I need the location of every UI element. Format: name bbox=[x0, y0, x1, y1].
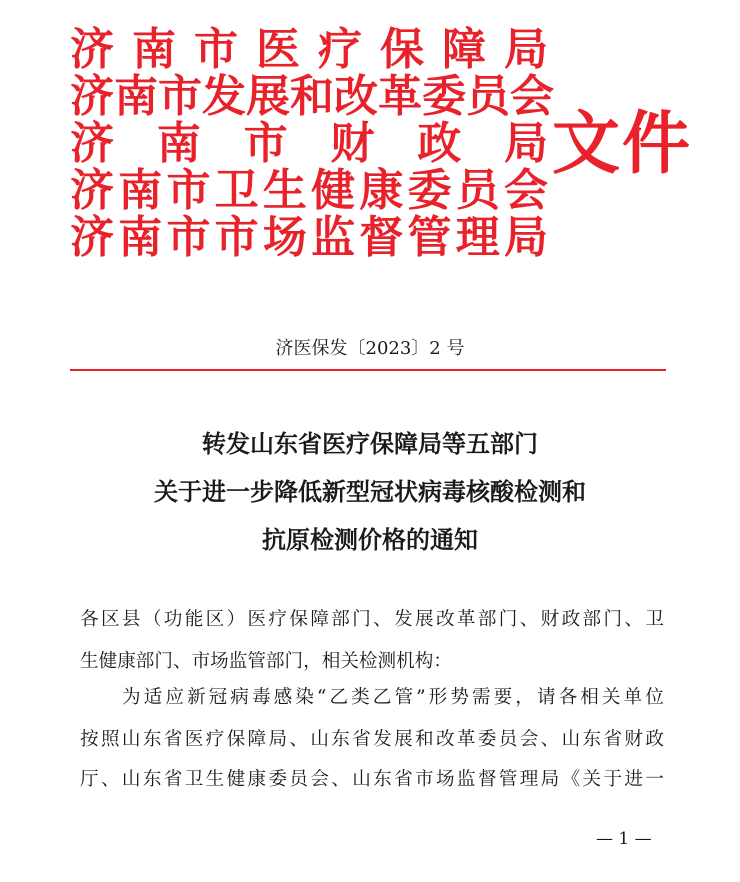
document-number: 济医保发〔2023〕2 号 bbox=[275, 338, 465, 359]
agency-3: 济 南 市 财 政 局 bbox=[70, 118, 548, 169]
title-line-3: 抗原检测价格的通知 bbox=[262, 526, 478, 554]
page-number: — 1 — bbox=[596, 829, 652, 849]
agency-1: 济 南 市 医 疗 保 障 局 bbox=[70, 24, 548, 75]
agency-4: 济 南 市 卫 生 健 康 委 员 会 bbox=[70, 165, 548, 216]
agency-5: 济 南 市 市 场 监 督 管 理 局 bbox=[70, 212, 548, 263]
document-type-label: 文件 bbox=[552, 104, 693, 184]
addressee-line-2: 生健康部门、市场监管部门，相关检测机构： bbox=[80, 651, 452, 672]
title-line-1: 转发山东省医疗保障局等五部门 bbox=[202, 430, 538, 458]
agency-2: 济 南 市 发 展 和 改 革 委 员 会 bbox=[70, 71, 554, 122]
paragraph-1-line-2: 按 照 山 东 省 医 疗 保 障 局 、 山 东 省 发 展 和 改 革 委 员 会 、 山 东 省 财 政 bbox=[80, 729, 664, 750]
title-line-2: 关于进一步降低新型冠状病毒核酸检测和 bbox=[154, 478, 586, 506]
red-divider bbox=[70, 369, 666, 371]
paragraph-1-line-1: 为 适 应 新 冠 病 毒 感 染 “ 乙 类 乙 管 ” 形 势 需 要 ， 请 各 相 关 单 位 bbox=[122, 687, 664, 708]
addressee-line-1: 各 区 县 （ 功 能 区 ） 医 疗 保 障 部 门 、 发 展 改 革 部 门 、 财 政 部 门 、 卫 bbox=[80, 609, 664, 630]
issuing-agencies bbox=[70, 24, 554, 263]
paragraph-1-line-3: 厅 、 山 东 省 卫 生 健 康 委 员 会 、 山 东 省 市 场 监 督 管 理 局 《 关 于 进 一 bbox=[80, 769, 664, 790]
